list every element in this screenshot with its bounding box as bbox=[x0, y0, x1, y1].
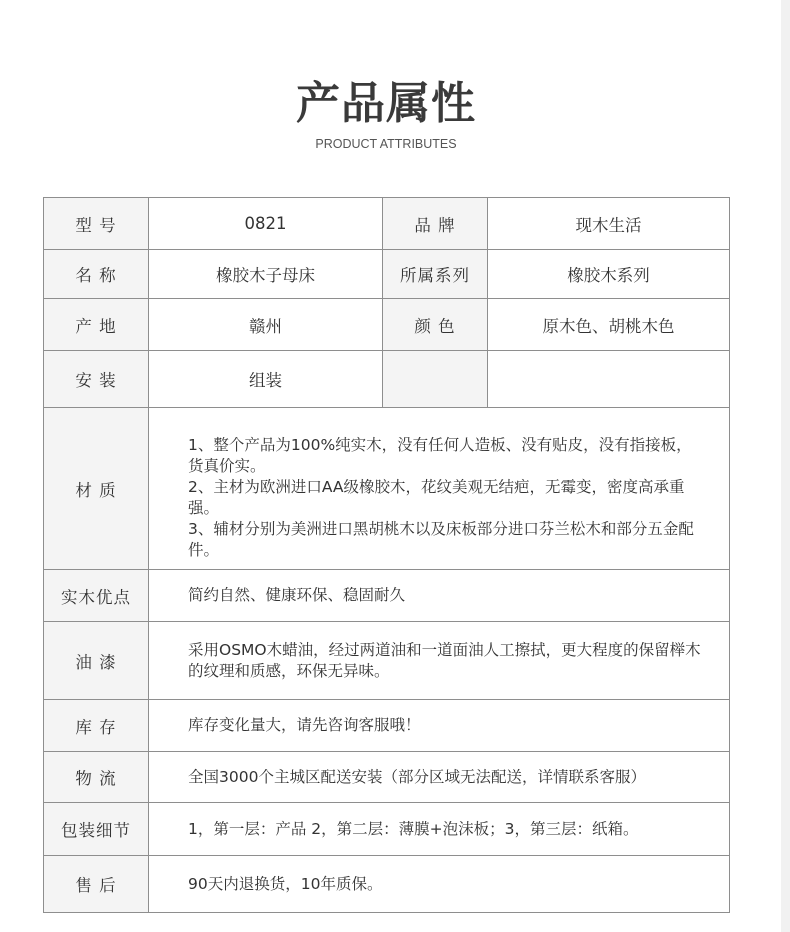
origin-label: 产 地 bbox=[44, 299, 149, 351]
material-label: 材 质 bbox=[44, 408, 149, 570]
logistics-label: 物 流 bbox=[44, 752, 149, 803]
scrollbar-track[interactable] bbox=[781, 0, 790, 932]
color-label: 颜 色 bbox=[383, 299, 488, 351]
page-subtitle: PRODUCT ATTRIBUTES bbox=[315, 137, 457, 151]
paint-label: 油 漆 bbox=[44, 622, 149, 700]
table-row bbox=[44, 351, 730, 408]
origin-value: 赣州 bbox=[149, 299, 383, 351]
table-row bbox=[44, 752, 730, 803]
packing-label: 包装细节 bbox=[44, 803, 149, 856]
material-value bbox=[149, 408, 730, 570]
aftersale-value: 90天内退换货，10年质保。 bbox=[149, 856, 730, 913]
aftersale-label: 售 后 bbox=[44, 856, 149, 913]
table-row bbox=[44, 250, 730, 299]
empty-value-cell bbox=[488, 351, 730, 408]
table-row bbox=[44, 622, 730, 700]
material-line-1: 1、整个产品为100%纯实木，没有任何人造板、没有贴皮，没有指接板，货真价实。 bbox=[188, 435, 692, 475]
paint-value: 采用OSMO木蜡油，经过两道油和一道面油人工擦拭，更大程度的保留榉木的纹理和质感，环保无异味。 bbox=[149, 622, 730, 700]
material-line-3: 3、辅材分别为美洲进口黑胡桃木以及床板部分进口芬兰松木和部分五金配件。 bbox=[188, 519, 694, 559]
stock-label: 库 存 bbox=[44, 700, 149, 752]
table-row bbox=[44, 856, 730, 913]
brand-label: 品 牌 bbox=[383, 198, 488, 250]
series-label: 所属系列 bbox=[383, 250, 488, 299]
table-row bbox=[44, 408, 730, 570]
color-value: 原木色、胡桃木色 bbox=[488, 299, 730, 351]
table-row bbox=[44, 700, 730, 752]
packing-value: 1，第一层：产品 2，第二层：薄膜+泡沫板；3，第三层：纸箱。 bbox=[149, 803, 730, 856]
table-row bbox=[44, 803, 730, 856]
empty-label-cell bbox=[383, 351, 488, 408]
model-label: 型 号 bbox=[44, 198, 149, 250]
advantage-value: 简约自然、健康环保、稳固耐久 bbox=[149, 570, 730, 622]
table-row bbox=[44, 198, 730, 250]
install-value: 组装 bbox=[149, 351, 383, 408]
stock-value: 库存变化量大，请先咨询客服哦！ bbox=[149, 700, 730, 752]
logistics-value: 全国3000个主城区配送安装（部分区域无法配送，详情联系客服） bbox=[149, 752, 730, 803]
brand-value: 现木生活 bbox=[488, 198, 730, 250]
table-row bbox=[44, 299, 730, 351]
name-value: 橡胶木子母床 bbox=[149, 250, 383, 299]
page-title: 产品属性 bbox=[296, 78, 476, 129]
model-value: 0821 bbox=[149, 198, 383, 250]
install-label: 安 装 bbox=[44, 351, 149, 408]
advantage-label: 实木优点 bbox=[44, 570, 149, 622]
attributes-table bbox=[43, 197, 730, 913]
table-row bbox=[44, 570, 730, 622]
series-value: 橡胶木系列 bbox=[488, 250, 730, 299]
name-label: 名 称 bbox=[44, 250, 149, 299]
material-line-2: 2、主材为欧洲进口AA级橡胶木，花纹美观无结疤，无霉变，密度高承重强。 bbox=[188, 477, 685, 517]
